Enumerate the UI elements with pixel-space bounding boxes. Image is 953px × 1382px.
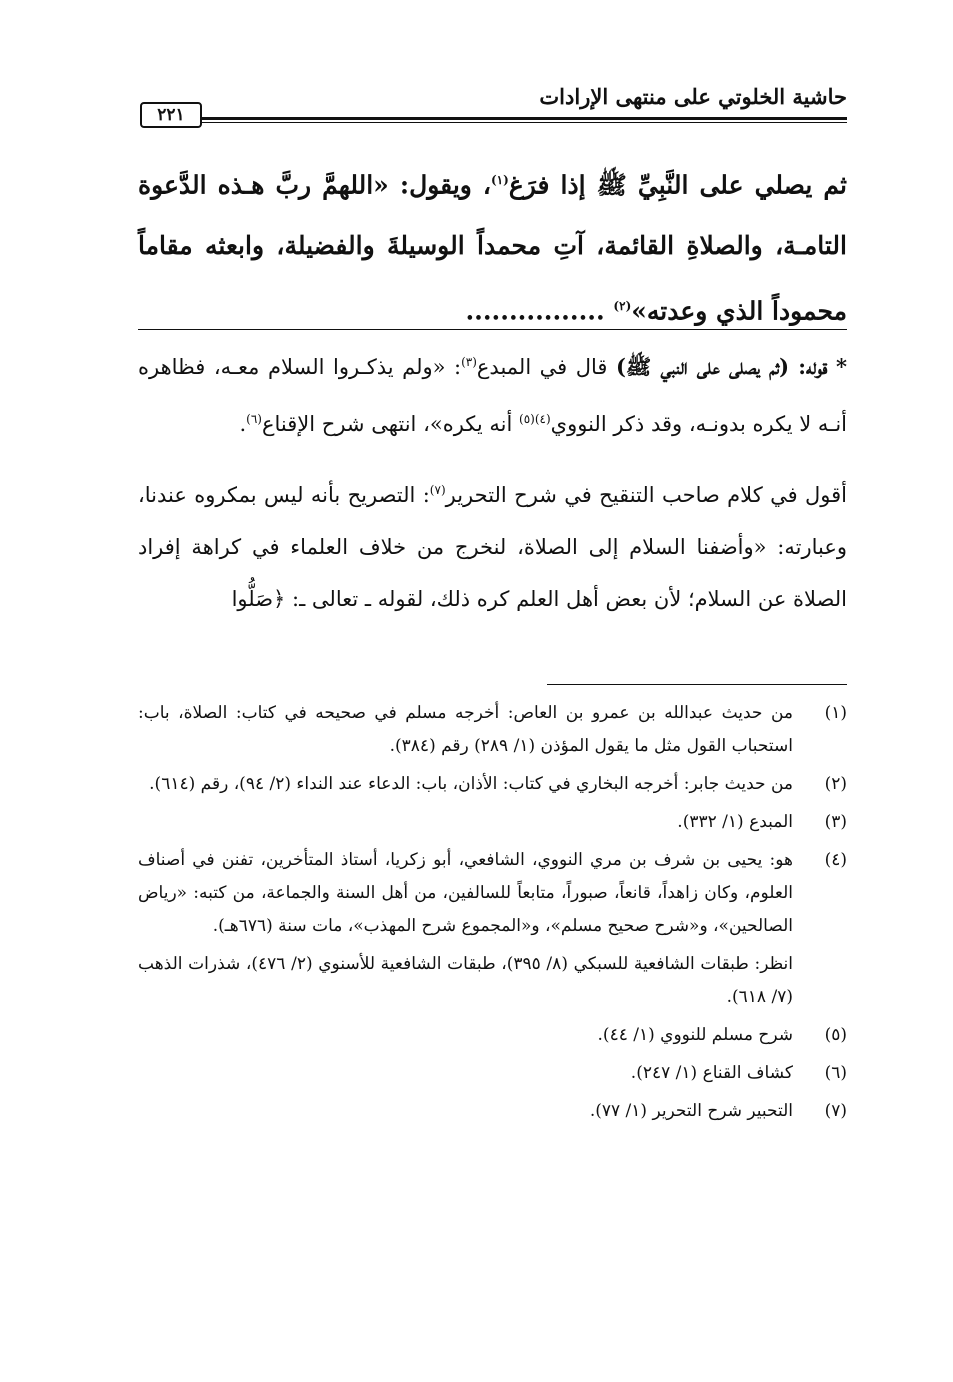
section-divider — [138, 329, 847, 330]
main-text-part-1: ثم يصلي على النَّبِيِّ ﷺ إذا فرَغ — [508, 170, 847, 200]
footnote-text: انظر: طبقات الشافعية للسبكي (٨/ ٣٩٥)، طبقات الشافعية للأسنوي (٢/ ٤٧٦)، شذرات الذهب (٧/ ٦١٨). — [138, 954, 793, 1007]
footnote-number: (٢) — [824, 774, 847, 794]
page-number: ٢٢١ — [140, 102, 202, 128]
footnote-ref-3[interactable]: (٣) — [461, 355, 477, 369]
footnote-text: التحبير شرح التحرير (١/ ٧٧). — [589, 1101, 793, 1121]
footnote-text: من حديث عبدالله بن عمرو بن العاص: أخرجه مسلم في صحيحه في كتاب: الصلاة، باب: استحباب القول مثل ما يقول المؤذن (١/ ٢٨٩) رقم (٣٨٤). — [138, 703, 793, 756]
footnote — [138, 844, 847, 943]
footnote-text: شرح مسلم للنووي (١/ ٤٤). — [597, 1025, 793, 1045]
main-text-part-2: ، ويقول: «اللهمَّ ربَّ هـذه الدَّعوة التامـة، والصلاةِ القائمة، آتِ محمداً الوسيلةَ والفضيلة، وابعثه مقاماً محموداً الذي وعدته» — [138, 170, 847, 326]
dotted-leader: ................ — [465, 296, 605, 326]
footnote-ref-4[interactable]: (٤) — [534, 412, 551, 426]
main-text — [138, 150, 847, 342]
footnote-text: من حديث جابر: أخرجه البخاري في كتاب: الأذان، باب: الدعاء عند النداء (٢/ ٩٤)، رقم (٦١٤). — [149, 774, 793, 794]
commentary — [138, 336, 847, 625]
book-title: حاشية الخلوتي على منتهى الإرادات — [539, 84, 847, 109]
footnote-number: (٧) — [824, 1101, 847, 1121]
footnote-number: (٦) — [824, 1063, 847, 1083]
star-marker: * — [836, 354, 847, 379]
footnote-number: (٤) — [824, 850, 847, 870]
footnote-text: كشاف القناع (١/ ٢٤٧). — [630, 1063, 793, 1083]
footnote — [138, 697, 847, 763]
footnote-continuation — [138, 948, 847, 1014]
commentary-text-6: : التصريح بأنه ليس بمكروه عندنا، وعبارته: «وأضفنا السلام إلى الصلاة، لنخرج من خلاف العلماء في كراهة إفراد الصلاة عن السلام؛ لأن بعض أهل العلم كره ذلك، لقوله ـ تعالى ـ: ﴿صَلُّوا — [138, 483, 847, 611]
footnote-number: (١) — [824, 703, 847, 723]
commentary-text-2: : «ولم يذكـروا السلام معـه، فظاهره أنـه لا يكره بدونـه، وقد ذكر النووي — [138, 355, 847, 436]
page-header — [140, 84, 847, 130]
footnote — [138, 806, 847, 839]
footnote-ref-5[interactable]: (٥) — [519, 412, 535, 426]
footnote-ref-1[interactable]: (١) — [490, 173, 509, 187]
footnote-ref-6[interactable]: (٦) — [246, 412, 262, 426]
commentary-text-5: أقول في كلام صاحب التنقيح في شرح التحرير — [445, 483, 847, 507]
commentary-text-4: . — [239, 412, 247, 436]
commentary-text-3: أنه يكره»، انتهى شرح الإقناع — [261, 412, 520, 436]
footnote-separator — [547, 684, 847, 685]
footnote — [138, 1019, 847, 1052]
footnote-ref-2[interactable]: (٢) — [613, 299, 632, 314]
header-rule-thin — [200, 122, 847, 123]
footnote-ref-7[interactable]: (٧) — [429, 483, 446, 497]
footnote-text: المبدع (١/ ٣٣٢). — [677, 812, 793, 832]
commentary-paragraph-2 — [138, 464, 847, 625]
footnote-number: (٣) — [824, 812, 847, 832]
commentary-paragraph-1 — [138, 336, 847, 450]
commentary-lead: قوله: (ثم يصلى على النبي ﷺ) — [615, 354, 828, 379]
header-rule-thick — [200, 117, 847, 120]
commentary-text-1: قال في المبدع — [476, 355, 616, 379]
footnote-text: هو: يحيى بن شرف بن مري النووي، الشافعي، أبو زكريا، أستاذ المتأخرين، تفنن في أصناف العلوم، وكان زاهداً، قانعاً، صبوراً، متابعاً للسالفين، من أهل السنة والجماعة، من كتبه: «رياض الصالحين»، و«شرح صحيح مسلم»، و«المجموع شرح المهذب»، مات سنة (٦٧٦هـ). — [138, 850, 793, 936]
footnote-number: (٥) — [824, 1025, 847, 1045]
footnote — [138, 1057, 847, 1090]
footnote — [138, 768, 847, 801]
footnotes — [138, 697, 847, 1133]
footnote — [138, 1095, 847, 1128]
